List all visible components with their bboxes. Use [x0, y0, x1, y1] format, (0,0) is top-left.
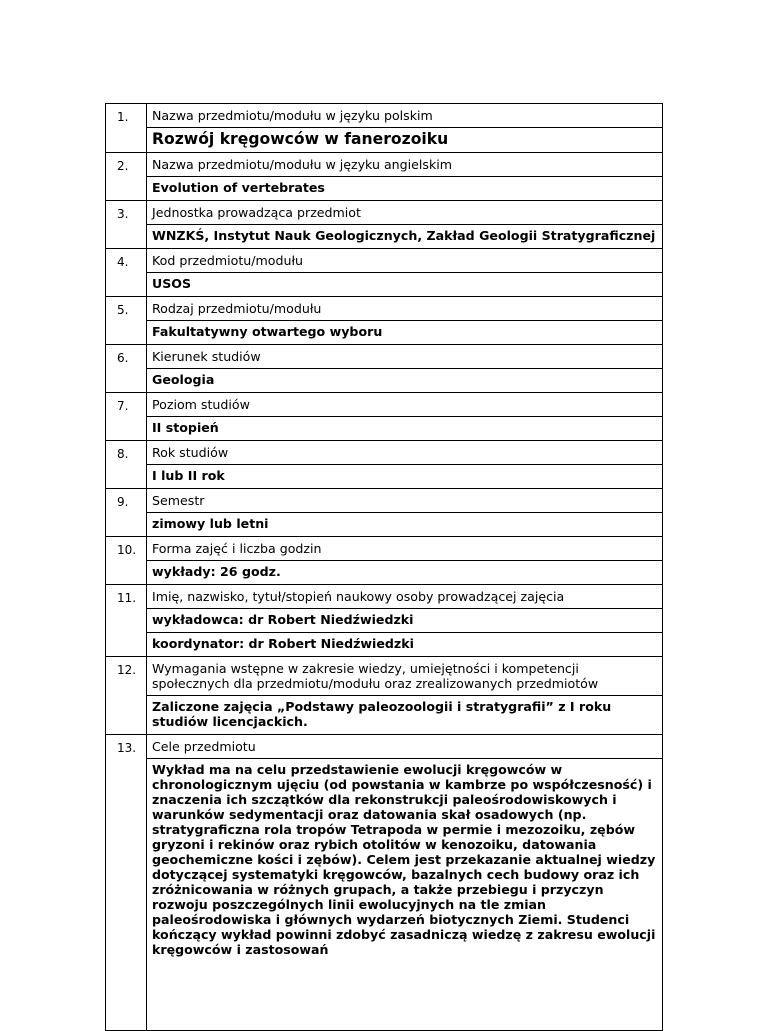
field-label: Kierunek studiów	[147, 345, 663, 369]
study-level: II stopień	[147, 417, 663, 441]
row-number: 6.	[106, 345, 147, 393]
row-number: 2.	[106, 153, 147, 201]
field-label: Poziom studiów	[147, 393, 663, 417]
row-number: 7.	[106, 393, 147, 441]
course-code: USOS	[147, 273, 663, 297]
row-number: 1.	[106, 104, 147, 153]
course-name-en: Evolution of vertebrates	[147, 177, 663, 201]
field-label: Jednostka prowadząca przedmiot	[147, 201, 663, 225]
lecturer: wykładowca: dr Robert Niedźwiedzki	[147, 609, 663, 633]
coordinator: koordynator: dr Robert Niedźwiedzki	[147, 633, 663, 657]
field-label: Wymagania wstępne w zakresie wiedzy, umiejętności i kompetencji społecznych dla przedmiotu/modułu oraz zrealizowanych przedmiotów	[147, 657, 663, 696]
field-label: Rodzaj przedmiotu/modułu	[147, 297, 663, 321]
field-label: Nazwa przedmiotu/modułu w języku angielskim	[147, 153, 663, 177]
study-year: I lub II rok	[147, 465, 663, 489]
field-label: Cele przedmiotu	[147, 735, 663, 759]
semester: zimowy lub letni	[147, 513, 663, 537]
row-number: 8.	[106, 441, 147, 489]
row-number: 9.	[106, 489, 147, 537]
field-label: Semestr	[147, 489, 663, 513]
course-name-pl: Rozwój kręgowców w fanerozoiku	[147, 128, 663, 153]
class-form-hours: wykłady: 26 godz.	[147, 561, 663, 585]
row-number: 13.	[106, 735, 147, 1031]
field-label: Imię, nazwisko, tytuł/stopień naukowy osoby prowadzącej zajęcia	[147, 585, 663, 609]
field-label: Rok studiów	[147, 441, 663, 465]
row-number: 11.	[106, 585, 147, 657]
teaching-unit: WNZKŚ, Instytut Nauk Geologicznych, Zakład Geologii Stratygraficznej	[147, 225, 663, 249]
course-type: Fakultatywny otwartego wyboru	[147, 321, 663, 345]
row-number: 12.	[106, 657, 147, 735]
prerequisites: Zaliczone zajęcia „Podstawy paleozoologii i stratygrafii” z I roku studiów licencjackich.	[147, 696, 663, 735]
row-number: 10.	[106, 537, 147, 585]
row-number: 3.	[106, 201, 147, 249]
field-label: Forma zajęć i liczba godzin	[147, 537, 663, 561]
field-of-study: Geologia	[147, 369, 663, 393]
row-number: 4.	[106, 249, 147, 297]
row-number: 5.	[106, 297, 147, 345]
course-objectives: Wykład ma na celu przedstawienie ewolucji kręgowców w chronologicznym ujęciu (od powstania w kambrze po współczesność) i znaczenia ich szczątków dla rekonstrukcji paleośrodowiskowych i warunków sedymentacji oraz datowania skał osadowych (np. stratygraficzna rola tropów Tetrapoda w permie i mezozoiku, zębów gryzoni i rekinów oraz rybich otolitów w kenozoiku, datowania geochemiczne kości i zębów). Celem jest przekazanie aktualnej wiedzy dotyczącej systematyki kręgowców, bazalnych cech budowy oraz ich zróżnicowania w różnych grupach, a także przebiegu i przyczyn rozwoju poszczególnych linii ewolucyjnych na tle zmian paleośrodowiska i głównych wydarzeń biotycznych Ziemi. Studenci kończący wykład powinni zdobyć zasadniczą wiedzę z zakresu ewolucji kręgowców i zastosowań	[152, 762, 656, 957]
field-label: Nazwa przedmiotu/modułu w języku polskim	[147, 104, 663, 128]
course-description-table	[105, 103, 663, 1031]
field-label: Kod przedmiotu/modułu	[147, 249, 663, 273]
